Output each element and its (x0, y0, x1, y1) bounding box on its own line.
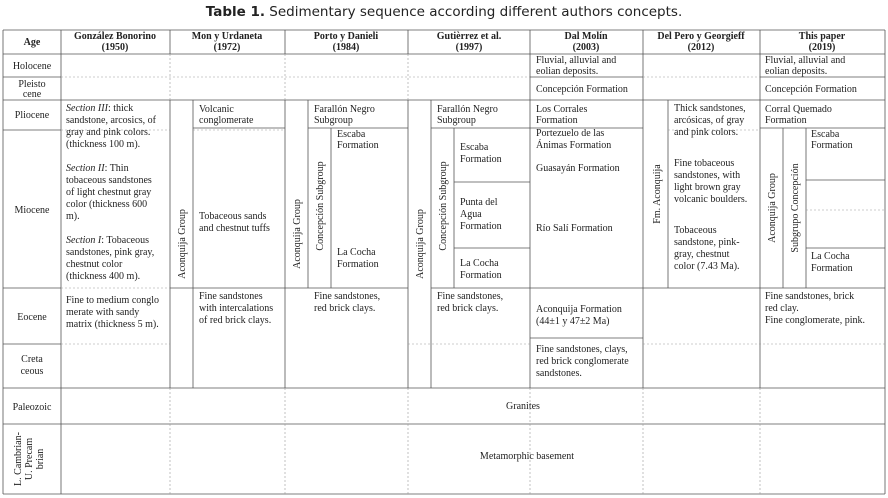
age-holocene: Holocene (12, 61, 52, 72)
age-cambrian-2: U. Precam (24, 437, 35, 481)
dal-fluvial-1: Fluvial, alluvial and (536, 55, 617, 66)
header-age: Age (23, 37, 41, 48)
this-concepcion: Concepción Formation (765, 84, 857, 95)
age-cambrian-1: L. Cambrian- (13, 432, 24, 486)
header-delpero-name: Del Pero y Georgieff (657, 31, 745, 42)
mon-fine-1: Fine sandstones (199, 291, 263, 302)
delpero-finetob-4: volcanic boulders. (674, 194, 748, 205)
dal-corrales-1: Los Corrales (536, 104, 588, 115)
this-corral-2: Formation (765, 115, 807, 126)
this-fine-1: Fine sandstones, brick (765, 291, 855, 302)
granites-label: Granites (506, 401, 540, 412)
dal-finecret-3: sandstones. (536, 368, 582, 379)
header-this-year: (2019) (808, 42, 836, 53)
dal-fluvial-2: eolian deposits. (536, 66, 599, 77)
porto-farallon-2: Subgroup (314, 115, 353, 126)
bonorino-s3-1: Section III: thick (66, 103, 134, 114)
bonorino-s2-2: tobaceous sandstones (66, 175, 152, 186)
mon-group-vertical: Aconquija Group (177, 209, 188, 279)
this-fluvial-2: eolian deposits. (765, 66, 828, 77)
bonorino-s1-1: Section I: Tobaceous (66, 235, 149, 246)
age-miocene: Miocene (14, 205, 50, 216)
bonorino-s3-3: gray and pink colors. (66, 127, 151, 138)
age-cretaceous-2: ceous (20, 366, 44, 377)
bonorino-s3-2: sandstone, arcosics, of (66, 115, 156, 126)
dal-aconquija-1: Aconquija Formation (536, 304, 622, 315)
porto-group-vertical: Aconquija Group (292, 199, 303, 269)
dal-portezuelo-2: Ánimas Formation (536, 140, 612, 151)
gutierrez-column (415, 104, 503, 314)
gutierrez-farallon-1: Farallón Negro (437, 104, 498, 115)
age-pleistocene-1: Pleisto (18, 79, 46, 90)
this-fine-2: red clay. (765, 303, 799, 314)
this-corral-1: Corral Quemado (765, 104, 832, 115)
delpero-thick-2: arcósicas, of gray (674, 115, 745, 126)
bonorino-s1-2: sandstones, pink gray, (66, 247, 155, 258)
gutierrez-punta-1: Punta del (460, 197, 498, 208)
delpero-finetob-3: light brown gray (674, 182, 741, 193)
header-bonorino-year: (1950) (101, 42, 129, 53)
delpero-thick-3: and pink colors. (674, 127, 739, 138)
porto-escaba-2: Formation (337, 140, 379, 151)
gutierrez-cocha-2: Formation (460, 270, 502, 281)
bonorino-s2-1: Section II: Thin (66, 163, 129, 174)
gutierrez-subgroup-vertical: Concepción Subgroup (438, 161, 449, 251)
gutierrez-cocha-1: La Cocha (460, 258, 499, 269)
mon-tuffs-2: and chestnut tuffs (199, 223, 270, 234)
bonorino-column (66, 103, 159, 330)
porto-column (292, 104, 380, 314)
delpero-group-vertical: Fm. Aconquija (652, 164, 663, 224)
age-pleistocene-2: cene (22, 89, 42, 100)
gutierrez-escaba-2: Formation (460, 154, 502, 165)
header-this-name: This paper (798, 31, 846, 42)
dal-finecret-1: Fine sandstones, clays, (536, 344, 628, 355)
porto-escaba-1: Escaba (337, 129, 366, 140)
delpero-thick-1: Thick sandstones, (674, 103, 746, 114)
porto-subgroup-vertical: Concepción Subgroup (315, 161, 326, 251)
bonorino-s2-3: of light chestnut gray (66, 187, 152, 198)
header-porto-name: Porto y Danieli (313, 31, 379, 42)
gutierrez-punta-3: Formation (460, 221, 502, 232)
porto-cocha-1: La Cocha (337, 247, 376, 258)
caption-text: Sedimentary sequence according different authors concepts. (264, 4, 683, 20)
porto-fine-1: Fine sandstones, (314, 291, 381, 302)
porto-cocha-2: Formation (337, 259, 379, 270)
header-porto-year: (1984) (332, 42, 360, 53)
age-paleozoic: Paleozoic (12, 402, 52, 413)
age-pliocene: Pliocene (14, 110, 50, 121)
porto-fine-2: red brick clays. (314, 303, 376, 314)
bonorino-s1-4: (thickness 400 m). (66, 271, 141, 282)
mon-volcanic-1: Volcanic (199, 104, 234, 115)
header-delpero-year: (2012) (687, 42, 715, 53)
porto-farallon-1: Farallón Negro (314, 104, 375, 115)
delpero-column (652, 103, 747, 272)
caption-label: Table 1. (205, 4, 265, 20)
header-gutierrez-name: Gutièrrez et al. (436, 31, 502, 42)
gutierrez-fine-1: Fine sandstones, (437, 291, 504, 302)
this-fine-3: Fine conglomerate, pink. (765, 315, 865, 326)
bonorino-s1-3: chestnut color (66, 259, 123, 270)
dal-riosali: Río Salí Formation (536, 223, 613, 234)
dal-portezuelo-1: Portezuelo de las (536, 128, 605, 139)
dal-column (536, 55, 629, 379)
gutierrez-farallon-2: Subgroup (437, 115, 476, 126)
delpero-tob-3: gray, chestnut (674, 249, 730, 260)
bonorino-s2-5: m). (66, 211, 80, 222)
delpero-tob-4: color (7.43 Ma). (674, 261, 740, 272)
mon-fine-3: of red brick clays. (199, 315, 272, 326)
mon-fine-2: with intercalations (199, 303, 274, 314)
age-eocene: Eocene (17, 312, 47, 323)
this-group-vertical: Aconquija Group (767, 173, 778, 243)
mon-volcanic-2: conglomerate (199, 115, 254, 126)
delpero-tob-1: Tobaceous (674, 225, 717, 236)
delpero-tob-2: sandstone, pink- (674, 237, 740, 248)
delpero-finetob-1: Fine tobaceous (674, 158, 735, 169)
delpero-finetob-2: sandstones, with (674, 170, 741, 181)
this-subgroup-vertical: Subgrupo Concepción (790, 163, 801, 253)
mon-column (177, 104, 273, 326)
gutierrez-escaba-1: Escaba (460, 142, 489, 153)
header-dal-name: Dal Molín (564, 31, 608, 42)
table-grid (3, 30, 885, 494)
gutierrez-punta-2: Agua (460, 209, 482, 220)
header-bonorino-name: González Bonorino (74, 31, 156, 42)
header-mon-year: (1972) (213, 42, 241, 53)
gutierrez-fine-2: red brick clays. (437, 303, 499, 314)
age-cambrian (13, 432, 46, 486)
bonorino-s2-4: color (thickness 600 (66, 199, 148, 210)
bonorino-s0-2: merate with sandy (66, 307, 140, 318)
dal-finecret-2: red brick conglomerate (536, 356, 629, 367)
age-cretaceous-1: Creta (21, 354, 43, 365)
this-cocha-2: Formation (811, 263, 853, 274)
this-fluvial-1: Fluvial, alluvial and (765, 55, 846, 66)
this-escaba-1: Escaba (811, 129, 840, 140)
bonorino-s0-3: matrix (thickness 5 m). (66, 319, 159, 330)
this-escaba-2: Formation (811, 140, 853, 151)
gutierrez-group-vertical: Aconquija Group (415, 209, 426, 279)
mon-tuffs-1: Tobaceous sands (199, 211, 267, 222)
this-cocha-1: La Cocha (811, 251, 850, 262)
dal-guasayan: Guasayán Formation (536, 163, 620, 174)
bonorino-s0-1: Fine to medium conglo (66, 295, 160, 306)
header-dal-year: (2003) (572, 42, 600, 53)
header-gutierrez-year: (1997) (455, 42, 483, 53)
dal-aconquija-2: (44±1 y 47±2 Ma) (536, 316, 610, 327)
this-paper-column (765, 55, 865, 326)
age-cambrian-3: brian (35, 448, 46, 470)
basement-label: Metamorphic basement (479, 451, 575, 462)
dal-corrales-2: Formation (536, 115, 578, 126)
dal-concepcion: Concepción Formation (536, 84, 628, 95)
header-mon-name: Mon y Urdaneta (191, 31, 263, 42)
bonorino-s3-4: (thickness 100 m). (66, 139, 141, 150)
